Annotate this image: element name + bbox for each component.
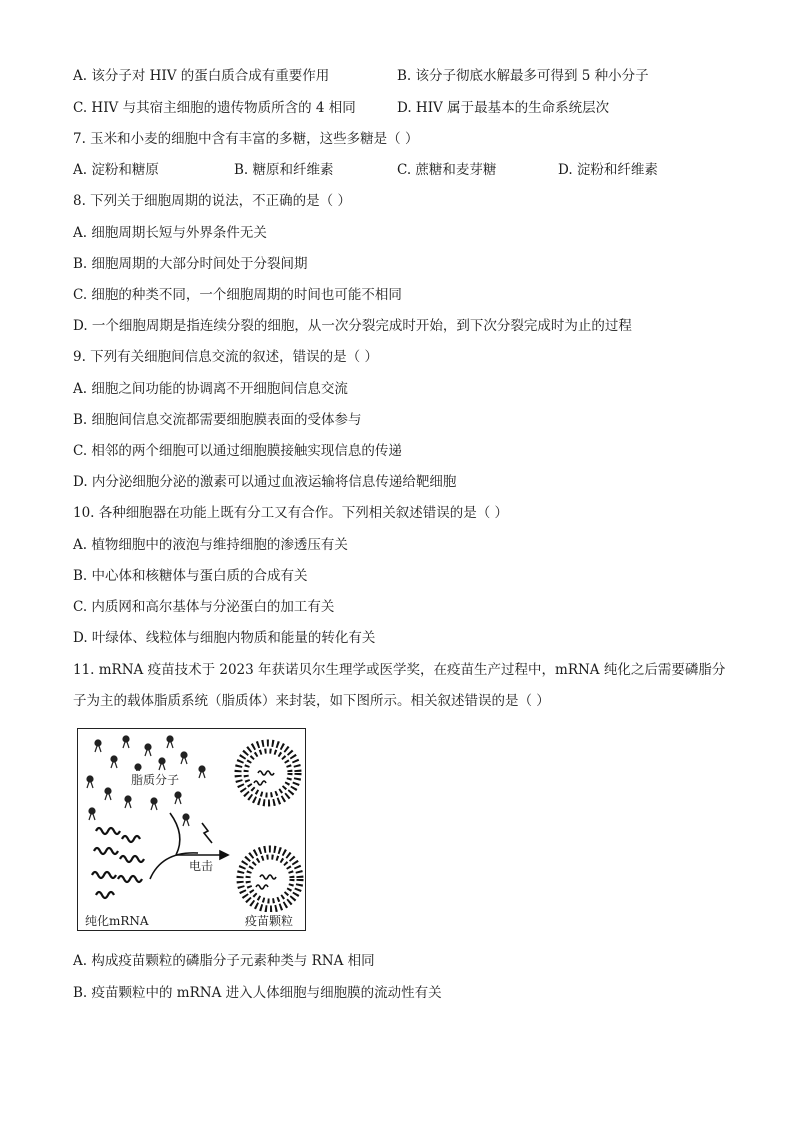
q6-option-a: A. 该分子对 HIV 的蛋白质合成有重要作用: [73, 68, 330, 84]
q9-option-a: A. 细胞之间功能的协调离不开细胞间信息交流: [73, 381, 348, 397]
q8-option-b: B. 细胞周期的大部分时间处于分裂间期: [73, 256, 308, 272]
q9-option-c: C. 相邻的两个细胞可以通过细胞膜接触实现信息的传递: [73, 443, 402, 459]
q8-option-d: D. 一个细胞周期是指连续分裂的细胞，从一次分裂完成时开始，到下次分裂完成时为止的过程: [73, 318, 632, 334]
q8-option-a: A. 细胞周期长短与外界条件无关: [73, 225, 267, 241]
liposome-bottom: [240, 849, 300, 909]
q9-stem: 9. 下列有关细胞间信息交流的叙述，错误的是（ ）: [73, 349, 378, 365]
q7-option-d: D. 淀粉和纤维素: [558, 162, 658, 178]
lightning-bolt: [202, 823, 212, 843]
q10-stem: 10. 各种细胞器在功能上既有分工又有合作。下列相关叙述错误的是（ ）: [73, 505, 509, 521]
q10-option-a: A. 植物细胞中的液泡与维持细胞的渗透压有关: [73, 537, 348, 553]
q11-stem-line2: 子为主的载体脂质系统（脂质体）来封装，如下图所示。相关叙述错误的是（ ）: [73, 693, 550, 709]
q9-option-d: D. 内分泌细胞分泌的激素可以通过血液运输将信息传递给靶细胞: [73, 474, 457, 490]
q9-option-b: B. 细胞间信息交流都需要细胞膜表面的受体参与: [73, 412, 362, 428]
vaccine-particle-label: 疫苗颗粒: [245, 914, 294, 928]
q11-option-a: A. 构成疫苗颗粒的磷脂分子元素种类与 RNA 相同: [73, 953, 375, 969]
figure-drawing: [78, 729, 304, 929]
q11-option-b: B. 疫苗颗粒中的 mRNA 进入人体细胞与细胞膜的流动性有关: [73, 985, 442, 1001]
mrna-strands: [92, 828, 144, 898]
q7-option-c: C. 蔗糖和麦芽糖: [397, 162, 497, 178]
q10-option-b: B. 中心体和核糖体与蛋白质的合成有关: [73, 568, 308, 584]
q6-option-d: D. HIV 属于最基本的生命系统层次: [397, 100, 610, 116]
q6-option-b: B. 该分子彻底水解最多可得到 5 种小分子: [397, 68, 649, 84]
q7-option-b: B. 糖原和纤维素: [234, 162, 334, 178]
electric-shock-label: 电击: [189, 859, 214, 873]
q8-option-c: C. 细胞的种类不同，一个细胞周期的时间也可能不相同: [73, 287, 402, 303]
q10-option-c: C. 内质网和高尔基体与分泌蛋白的加工有关: [73, 599, 335, 615]
q7-stem: 7. 玉米和小麦的细胞中含有丰富的多糖，这些多糖是（ ）: [73, 131, 419, 147]
q8-stem: 8. 下列关于细胞周期的说法，不正确的是（ ）: [73, 193, 351, 209]
lipid-molecule-label: 脂质分子: [131, 773, 180, 787]
q6-option-c: C. HIV 与其宿主细胞的遗传物质所含的 4 相同: [73, 100, 356, 116]
liposome-top: [238, 743, 298, 803]
q7-option-a: A. 淀粉和糖原: [73, 162, 159, 178]
q10-option-d: D. 叶绿体、线粒体与细胞内物质和能量的转化有关: [73, 630, 376, 646]
q11-stem-line1: 11. mRNA 疫苗技术于 2023 年获诺贝尔生理学或医学奖，在疫苗生产过程中，mRNA 纯化之后需要磷脂分: [73, 662, 726, 678]
purified-mrna-label: 纯化mRNA: [85, 914, 149, 928]
mrna-vaccine-figure: [77, 728, 306, 931]
